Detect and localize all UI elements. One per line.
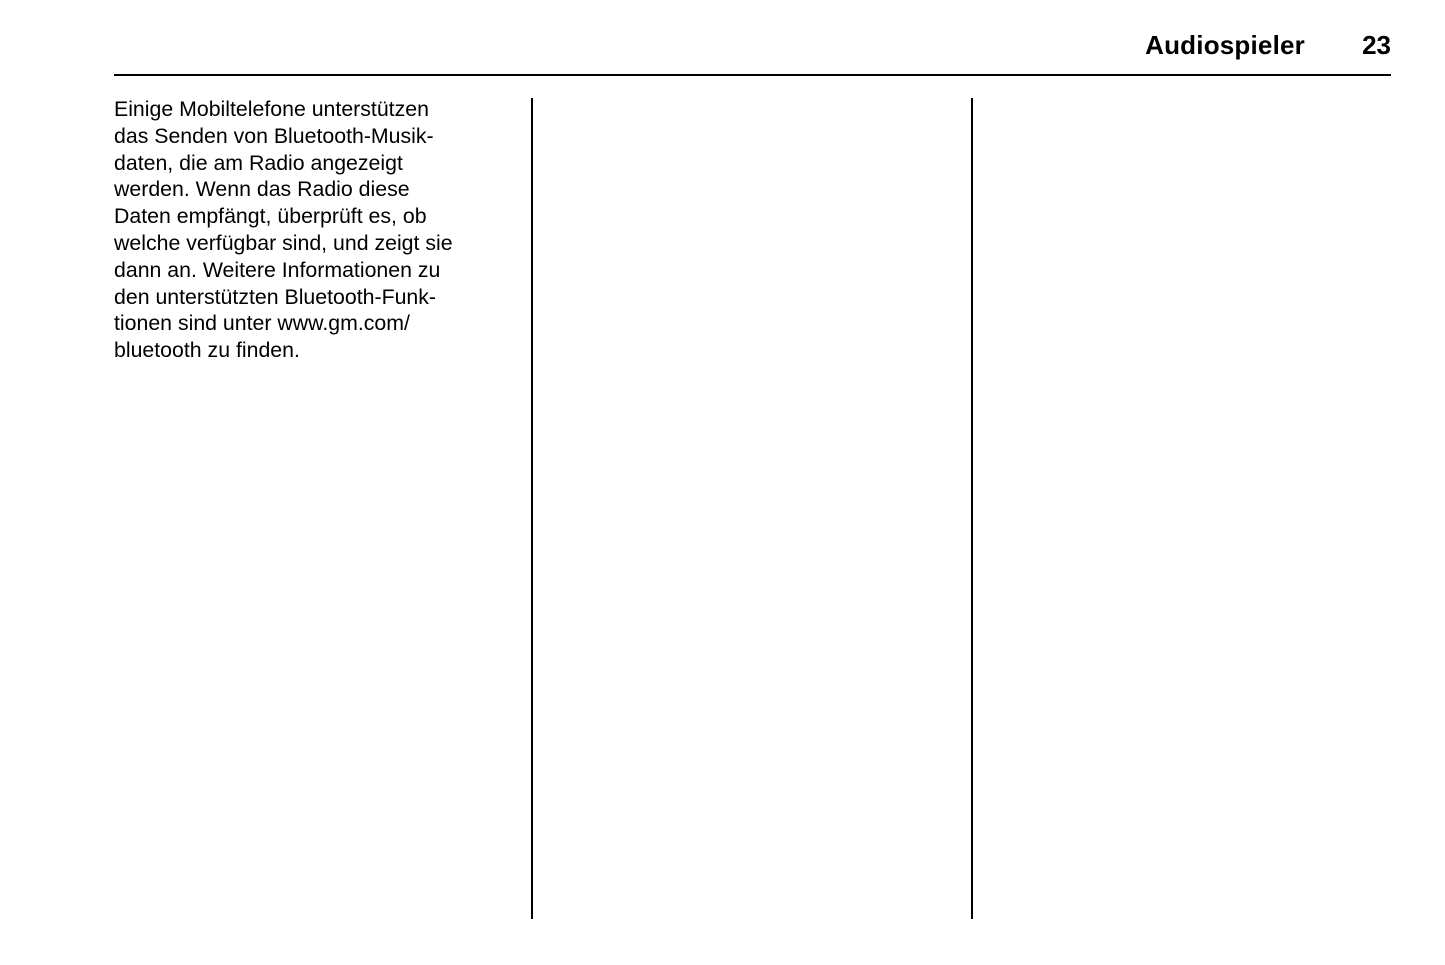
paragraph-line: welche verfügbar sind, und zeigt sie [114,230,453,255]
paragraph-line: Einige Mobiltelefone unterstützen [114,97,429,121]
paragraph-line: werden. Wenn das Radio diese [114,177,410,202]
page-number: 23 [1362,30,1391,60]
paragraph-line: den unterstützten Bluetooth-Funk- [114,284,437,309]
paragraph-line: das Senden von Bluetooth-Musik- [114,123,434,148]
column-divider [531,98,533,919]
paragraph-line: daten, die am Radio angezeigt [114,150,403,175]
paragraph-line: Daten empfängt, überprüft es, ob [114,204,427,229]
section-title: Audiospieler [1145,30,1305,60]
page-header [114,26,1391,76]
paragraph-line: dann an. Weitere Informationen zu [114,257,441,282]
left-column [114,96,514,364]
paragraph-line: tionen sind unter www.gm.com/ [114,311,410,336]
column-divider [971,98,973,919]
paragraph-line: bluetooth zu finden. [114,338,300,363]
bluetooth-paragraph [114,96,514,364]
